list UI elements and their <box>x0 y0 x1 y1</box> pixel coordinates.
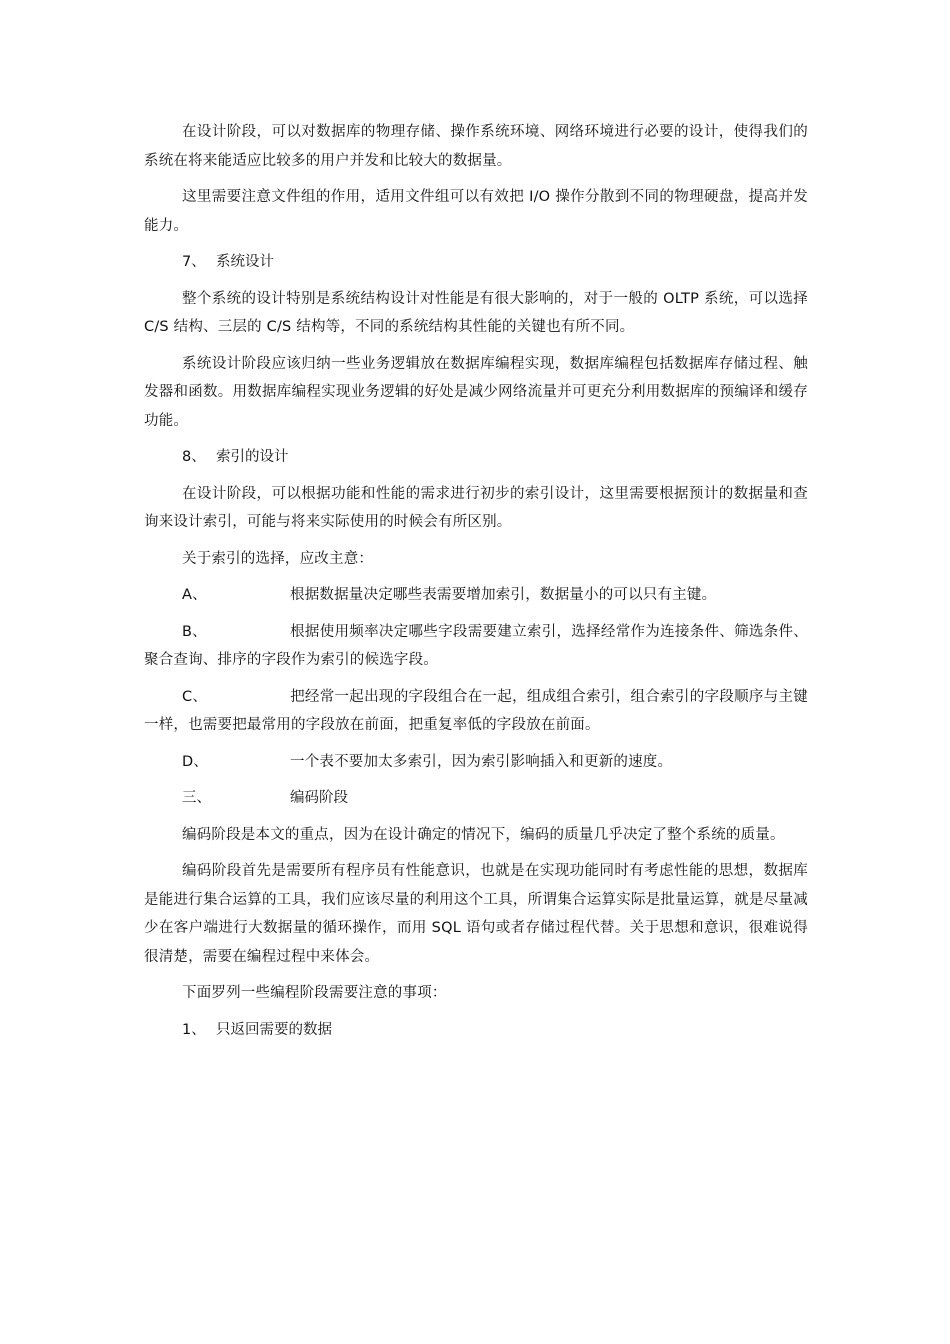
section-number: 三、 <box>182 790 211 806</box>
paragraph-notes-intro: 下面罗列一些编程阶段需要注意的事项： <box>182 985 447 1001</box>
list-item-c <box>144 683 808 740</box>
list-item-d <box>144 748 808 777</box>
heading-number: 1、 <box>182 1021 206 1038</box>
list-item-label: C、 <box>182 688 208 705</box>
list-item-b <box>144 618 808 675</box>
paragraph-index-selection: 关于索引的选择，应改主意： <box>182 550 374 567</box>
paragraph-index-initial: 在设计阶段，可以根据功能和性能的需求进行初步的索引设计，这里需要根据预计的数据量和查询来设计索引，可能与将来实际使用的时候会有所区别。 <box>144 485 808 530</box>
list-item-text: 根据使用频率决定哪些字段需要建立索引，选择经常作为连接条件、筛选条件、聚合查询、排序的字段作为索引的候选字段。 <box>144 623 808 668</box>
paragraph-filegroup-note: 这里需要注意文件组的作用，适用文件组可以有效把 I/O 操作分散到不同的物理硬盘，提高并发能力。 <box>144 189 808 234</box>
list-item-label: A、 <box>182 587 207 603</box>
paragraph-coding-focus: 编码阶段是本文的重点，因为在设计确定的情况下，编码的质量几乎决定了整个系统的质量。 <box>182 826 785 843</box>
section-title: 编码阶段 <box>290 790 348 806</box>
list-item-label: B、 <box>182 623 207 640</box>
paragraph-system-structure: 整个系统的设计特别是系统结构设计对性能是有很大影响的，对于一般的 OLTP 系统，可以选择 C/S 结构、三层的 C/S 结构等，不同的系统结构其性能的关键也有所不同。 <box>144 290 808 335</box>
heading-return-needed-data <box>144 1016 808 1045</box>
paragraph-performance-awareness: 编码阶段首先是需要所有程序员有性能意识，也就是在实现功能同时有考虑性能的思想，数据库是能进行集合运算的工具，我们应该尽量的利用这个工具，所谓集合运算实际是批量运算，就是尽量减少在客户端进行大数据量的循环操作，而用 SQL 语句或者存储过程代替。关于思想和意识，很难说得很清楚，需要在编程过程中来体会。 <box>144 863 808 965</box>
heading-number: 7、 <box>182 254 206 270</box>
heading-text: 只返回需要的数据 <box>216 1021 332 1038</box>
heading-index-design <box>144 443 808 472</box>
heading-system-design <box>144 248 808 277</box>
paragraph-physical-design: 在设计阶段，可以对数据库的物理存储、操作系统环境、网络环境进行必要的设计，使得我们的系统在将来能适应比较多的用户并发和比较大的数据量。 <box>144 124 808 169</box>
list-item-a <box>144 581 808 610</box>
section-heading-coding <box>144 784 808 813</box>
list-item-text: 把经常一起出现的字段组合在一起，组成组合索引，组合索引的字段顺序与主键一样，也需要把最常用的字段放在前面，把重复率低的字段放在前面。 <box>144 688 808 733</box>
document-page <box>144 118 808 1052</box>
list-item-text: 一个表不要加太多索引，因为索引影响插入和更新的速度。 <box>290 753 673 770</box>
heading-number: 8、 <box>182 449 206 465</box>
list-item-label: D、 <box>182 753 209 770</box>
list-item-text: 根据数据量决定哪些表需要增加索引，数据量小的可以只有主键。 <box>290 587 717 603</box>
paragraph-business-logic: 系统设计阶段应该归纳一些业务逻辑放在数据库编程实现，数据库编程包括数据库存储过程、触发器和函数。用数据库编程实现业务逻辑的好处是减少网络流量并可更充分利用数据库的预编译和缓存功能。 <box>144 355 808 429</box>
heading-text: 系统设计 <box>216 254 274 270</box>
heading-text: 索引的设计 <box>216 449 289 465</box>
